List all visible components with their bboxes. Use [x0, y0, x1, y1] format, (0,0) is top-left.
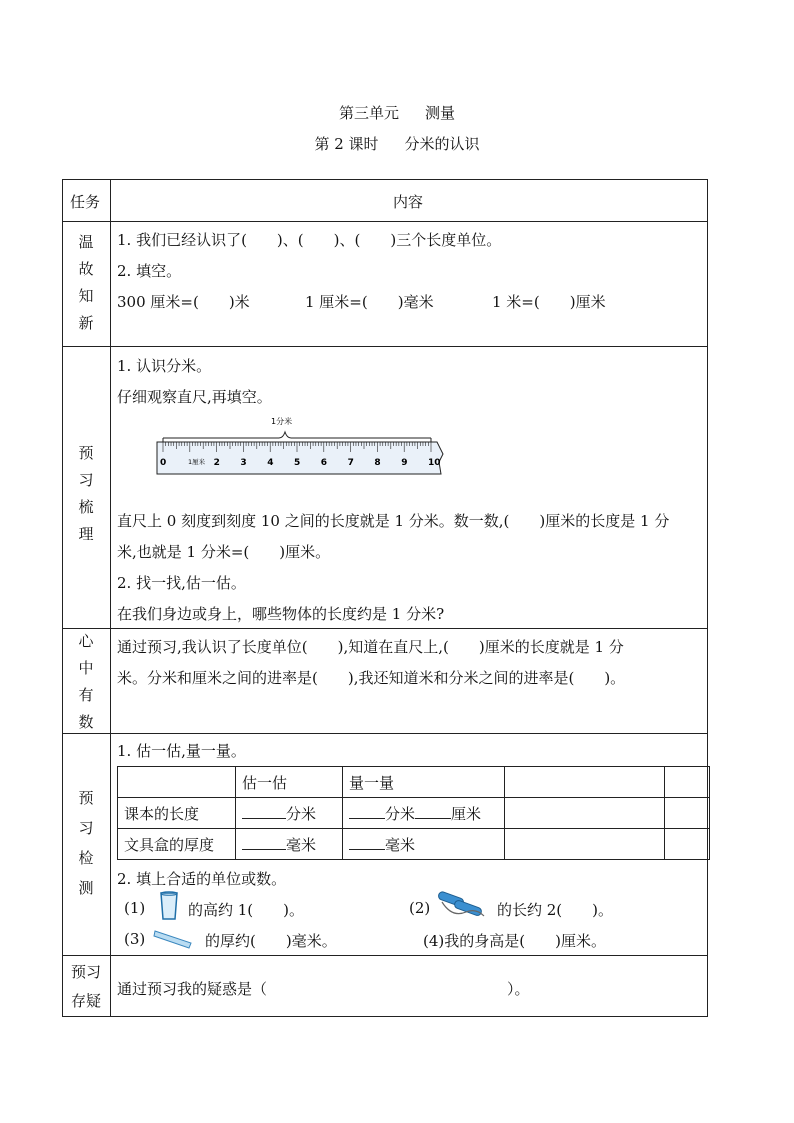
row-label-pencil-case: 文具盒的厚度: [118, 829, 236, 860]
ruler-centimeter-label: 1厘米: [188, 458, 206, 466]
review-question-2: 2. 填空。: [117, 262, 182, 280]
row-divider: [62, 628, 708, 629]
preview-text-line-1: 直尺上 0 刻度到刻度 10 之间的长度就是 1 分米。数一数,( )厘米的长度是 1 分: [117, 512, 670, 530]
preview-label: [62, 440, 110, 548]
doubt-label: [62, 958, 110, 1016]
header-task: 任务: [70, 193, 101, 211]
ruler-number: 6: [320, 458, 328, 468]
preview-label-char: 习: [78, 471, 94, 489]
mind-label: [62, 628, 110, 736]
ruler-number: 3: [240, 458, 247, 468]
doubt-label-line: 预习: [70, 963, 101, 981]
item-4-text: (4)我的身高是( )厘米。: [423, 932, 606, 950]
review-fill-a: 300 厘米=( )米: [117, 293, 250, 311]
ruler-number: 8: [374, 458, 381, 468]
review-question-1: 1. 我们已经认识了( )、( )、( )三个长度单位。: [117, 231, 502, 249]
row-divider: [62, 733, 708, 734]
unit-label: 分米: [286, 804, 317, 823]
unit-number: 第三单元: [338, 104, 399, 122]
ruler-number: 5: [294, 458, 301, 468]
mind-line-1: 通过预习,我认识了长度单位( ),知道在直尺上,( )厘米的长度就是 1 分: [117, 638, 624, 656]
lesson-number: 第 2 课时: [314, 135, 379, 153]
header-content: 内容: [393, 193, 424, 211]
preview-question: 在我们身边或身上，哪些物体的长度约是 1 分米?: [117, 605, 445, 623]
ruler-number: 2: [213, 458, 220, 468]
lesson-name: 分米的认识: [404, 135, 480, 153]
row-divider: [62, 346, 708, 347]
doubt-text: 通过预习我的疑惑是（ ）。: [117, 980, 530, 998]
unit-name: 测量: [425, 104, 456, 122]
preview-point-2: 2. 找一找,估一估。: [117, 574, 246, 592]
answer-blank[interactable]: [242, 835, 286, 850]
review-label-char: 知: [78, 287, 94, 305]
review-label-char: 故: [78, 260, 94, 278]
preview-label-char: 理: [78, 525, 94, 543]
preview-point-1: 1. 认识分米。: [117, 357, 212, 375]
answer-blank[interactable]: [349, 804, 385, 819]
answer-blank[interactable]: [242, 804, 286, 819]
estimate-measure-table: [117, 766, 710, 860]
table-cell-empty: [505, 767, 665, 798]
item-3-number: (3): [124, 930, 146, 948]
lesson-title: [0, 133, 794, 154]
item-1-number: (1): [124, 899, 146, 917]
preview-text-line-2: 米,也就是 1 分米=( )厘米。: [117, 543, 331, 561]
table-cell-empty: [665, 829, 710, 860]
decimeter-bracket: [163, 432, 431, 438]
table-cell-empty: [505, 798, 665, 829]
item-2-text: 的长约 2( )。: [497, 901, 614, 919]
review-label-char: 温: [78, 233, 94, 251]
unit-label: 毫米: [385, 835, 416, 854]
item-1-text: 的高约 1( )。: [188, 901, 305, 919]
textbook-measure-cell[interactable]: [343, 798, 505, 829]
doubt-label-line: 存疑: [70, 992, 101, 1010]
row-divider: [62, 955, 708, 956]
table-header-empty: [118, 767, 236, 798]
check-label: [62, 783, 110, 903]
pencil-case-estimate-cell[interactable]: [236, 829, 343, 860]
row-label-textbook: 课本的长度: [118, 798, 236, 829]
item-3-text: 的厚约( )毫米。: [205, 932, 337, 950]
answer-blank[interactable]: [349, 835, 385, 850]
review-fill-c: 1 米=( )厘米: [492, 293, 606, 311]
unit-label: 分米: [385, 804, 416, 823]
check-label-char: 习: [78, 819, 94, 837]
ruler-number: 7: [347, 458, 354, 468]
check-label-char: 预: [78, 789, 94, 807]
preview-label-char: 预: [78, 444, 94, 462]
mind-line-2: 米。分米和厘米之间的进率是( ),我还知道米和分米之间的进率是( )。: [117, 669, 626, 687]
check-question-1: 1. 估一估,量一量。: [117, 742, 246, 760]
column-divider: [110, 179, 111, 1017]
ruler-decimeter-label: 1分米: [271, 417, 293, 426]
ruler-number: 10: [428, 458, 441, 468]
unit-label: 厘米: [451, 804, 482, 823]
review-fill-b: 1 厘米=( )毫米: [305, 293, 434, 311]
table-cell-empty: [505, 829, 665, 860]
check-label-char: 测: [78, 879, 94, 897]
mind-label-char: 心: [78, 632, 94, 650]
unit-label: 毫米: [286, 835, 317, 854]
table-header-measure: 量一量: [343, 767, 505, 798]
table-header-estimate: 估一估: [236, 767, 343, 798]
ruler-number: 4: [267, 458, 274, 468]
ruler-number: 9: [401, 458, 408, 468]
ruler-strip-icon: [152, 925, 194, 951]
pencil-case-measure-cell[interactable]: [343, 829, 505, 860]
ruler-illustration: [155, 412, 450, 478]
check-label-char: 检: [78, 849, 94, 867]
row-divider: [62, 221, 708, 222]
table-cell-empty: [665, 767, 710, 798]
jump-rope-icon: [436, 890, 488, 922]
mind-label-char: 有: [78, 686, 94, 704]
textbook-estimate-cell[interactable]: [236, 798, 343, 829]
item-2-number: (2): [409, 899, 431, 917]
mind-label-char: 中: [78, 659, 94, 677]
mind-label-char: 数: [78, 713, 94, 731]
preview-label-char: 梳: [78, 498, 94, 516]
review-label: [62, 229, 110, 337]
answer-blank[interactable]: [415, 804, 451, 819]
ruler-number: 0: [160, 458, 167, 468]
preview-instruction: 仔细观察直尺,再填空。: [117, 388, 272, 406]
check-question-2: 2. 填上合适的单位或数。: [117, 870, 287, 888]
cup-icon: [158, 890, 180, 922]
review-label-char: 新: [78, 314, 94, 332]
unit-title: [0, 102, 794, 123]
table-cell-empty: [665, 798, 710, 829]
